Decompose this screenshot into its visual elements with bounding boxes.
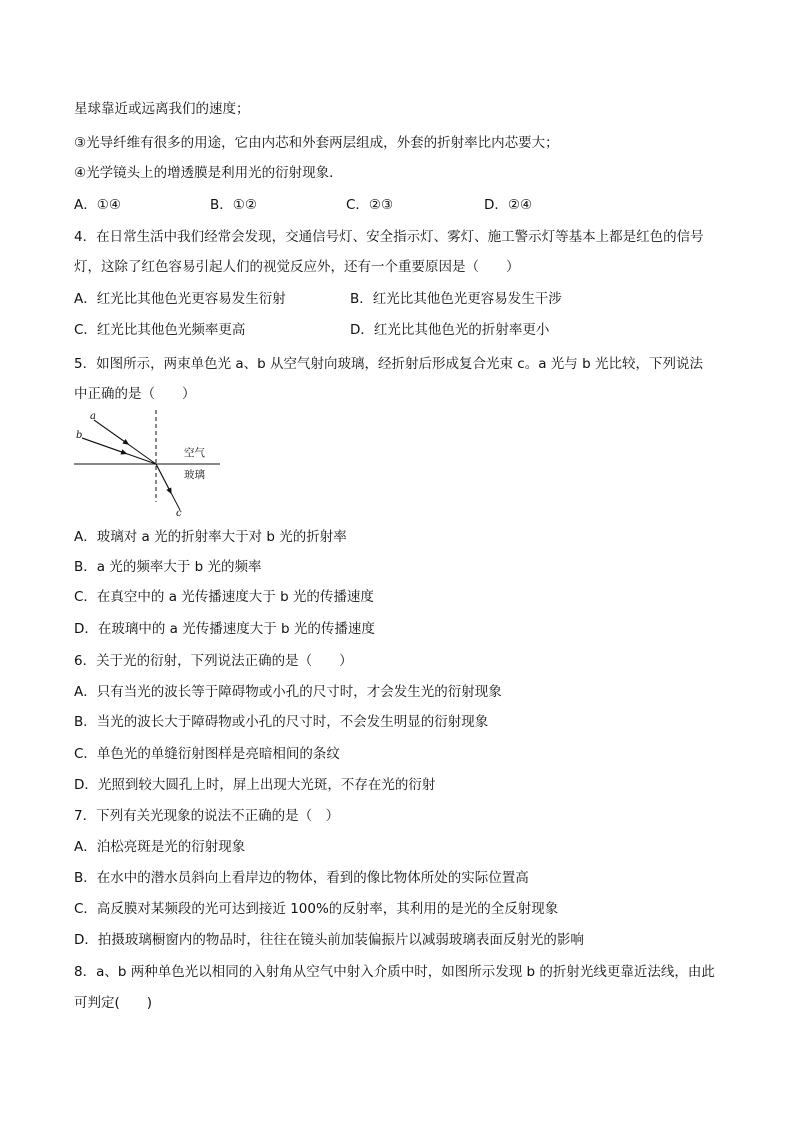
q4-stem: 灯，这除了红色容易引起人们的视觉反应外，还有一个重要原因是（ ） bbox=[74, 259, 520, 275]
q4-choice-a: A．红光比其他色光更容易发生衍射 bbox=[74, 291, 286, 307]
q6-choice-b: B．当光的波长大于障碍物或小孔的尺寸时，不会发生明显的衍射现象 bbox=[74, 714, 489, 730]
q7-choice-b: B．在水中的潜水员斜向上看岸边的物体，看到的像比物体所处的实际位置高 bbox=[74, 870, 529, 886]
label-c: c bbox=[176, 508, 182, 518]
q6-choice-d: D．光照到较大圆孔上时，屏上出现大光斑，不存在光的衍射 bbox=[74, 777, 436, 793]
text-line: 星球靠近或远离我们的速度； bbox=[74, 101, 250, 117]
q8-stem: 可判定( ) bbox=[74, 995, 153, 1011]
q6-choice-a: A．只有当光的波长等于障碍物或小孔的尺寸时，才会发生光的衍射现象 bbox=[74, 684, 502, 700]
refraction-diagram bbox=[70, 408, 230, 518]
q6-stem: 6．关于光的衍射，下列说法正确的是（ ） bbox=[74, 653, 353, 669]
q4-stem: 4．在日常生活中我们经常会发现，交通信号灯、安全指示灯、雾灯、施工警示灯等基本上都是红色的信号 bbox=[74, 229, 704, 245]
q3-choice-d: D．②④ bbox=[484, 197, 533, 213]
q4-choice-d: D．红光比其他色光的折射率更小 bbox=[350, 322, 550, 338]
label-glass: 玻璃 bbox=[184, 469, 205, 481]
q3-choice-b: B．①② bbox=[210, 197, 257, 213]
q7-choice-a: A．泊松亮斑是光的衍射现象 bbox=[74, 839, 246, 855]
q3-choices bbox=[74, 196, 734, 214]
q5-choice-b: B．a 光的频率大于 b 光的频率 bbox=[74, 559, 262, 575]
q5-stem: 中正确的是（ ） bbox=[74, 386, 196, 402]
q3-choice-c: C．②③ bbox=[346, 197, 394, 213]
q4-choice-b: B．红光比其他色光更容易发生干涉 bbox=[350, 291, 562, 307]
q5-choice-a: A．玻璃对 a 光的折射率大于对 b 光的折射率 bbox=[74, 529, 347, 545]
q7-choice-c: C．高反膜对某频段的光可达到接近 100%的反射率，其利用的是光的全反射现象 bbox=[74, 901, 559, 917]
q4-choices-row2 bbox=[74, 321, 734, 339]
q5-choice-c: C．在真空中的 a 光传播速度大于 b 光的传播速度 bbox=[74, 589, 374, 605]
q3-choice-a: A．①④ bbox=[74, 197, 121, 213]
q4-choice-c: C．红光比其他色光频率更高 bbox=[74, 322, 246, 338]
label-a: a bbox=[90, 411, 96, 422]
text-line: ④光学镜头上的增透膜是利用光的衍射现象． bbox=[74, 165, 343, 181]
q6-choice-c: C．单色光的单缝衍射图样是亮暗相间的条纹 bbox=[74, 746, 340, 762]
q7-stem: 7．下列有关光现象的说法不正确的是（ ） bbox=[74, 808, 340, 824]
label-air: 空气 bbox=[184, 447, 205, 459]
q4-choices-row1 bbox=[74, 290, 734, 308]
label-b: b bbox=[76, 430, 83, 441]
q7-choice-d: D．拍摄玻璃橱窗内的物品时，往往在镜头前加装偏振片以减弱玻璃表面反射光的影响 bbox=[74, 932, 584, 948]
q5-stem: 5．如图所示，两束单色光 a、b 从空气射向玻璃，经折射后形成复合光束 c。a 光与 b 光比较，下列说法 bbox=[74, 356, 703, 372]
q8-stem: 8．a、b 两种单色光以相同的入射角从空气中射入介质中时，如图所示发现 b 的折射光线更靠近法线，由此 bbox=[74, 964, 715, 980]
text-line: ③光导纤维有很多的用途，它由内芯和外套两层组成，外套的折射率比内芯要大； bbox=[74, 135, 559, 151]
q5-choice-d: D．在玻璃中的 a 光传播速度大于 b 光的传播速度 bbox=[74, 621, 375, 637]
